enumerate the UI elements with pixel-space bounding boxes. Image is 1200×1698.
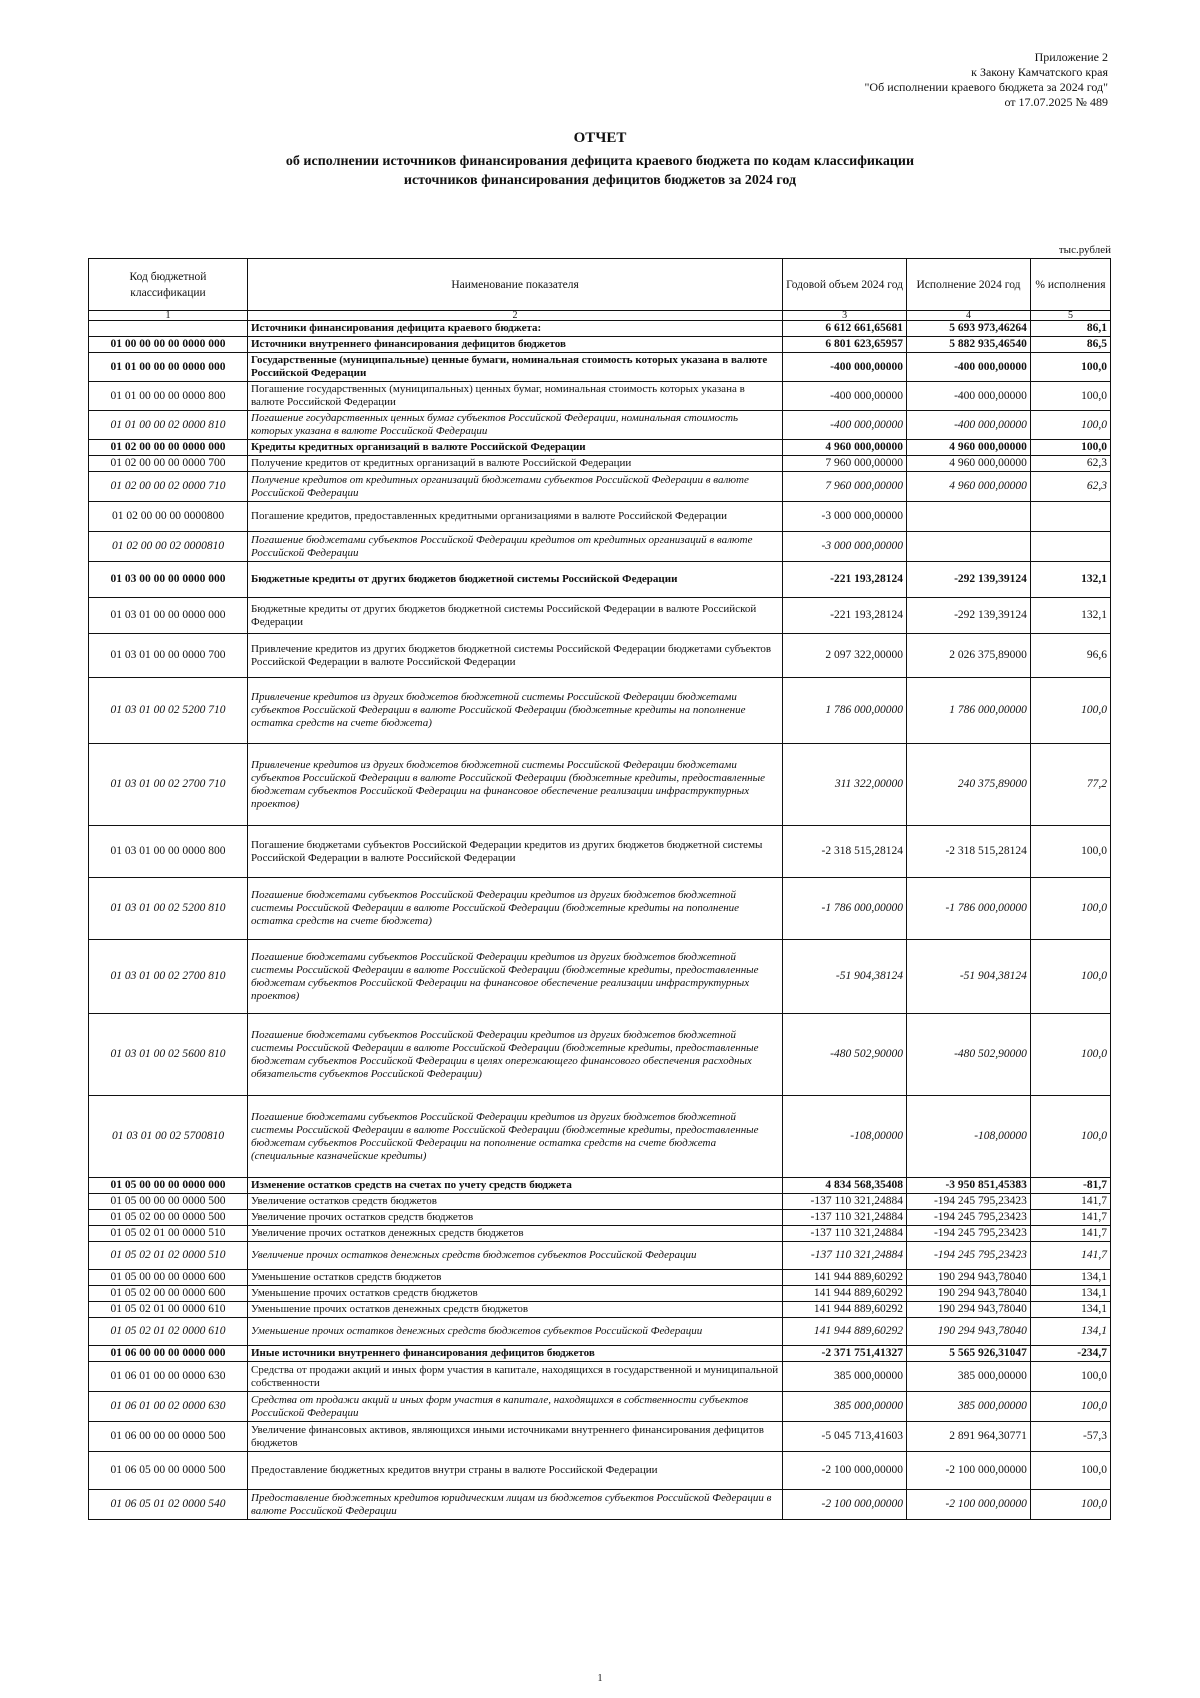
row-name: Кредиты кредитных организаций в валюте Российской Федерации xyxy=(248,440,783,456)
row-pct-value: 100,0 xyxy=(1030,411,1110,440)
table-row xyxy=(89,1318,1111,1346)
row-name: Погашение кредитов, предоставленных кредитными организациями в валюте Российской Федерации xyxy=(248,502,783,532)
row-exec-value: -2 318 515,28124 xyxy=(907,826,1031,878)
header-name: Наименование показателя xyxy=(248,259,783,311)
subtitle-line: об исполнении источников финансирования дефицита краевого бюджета по кодам классификации xyxy=(285,154,915,169)
row-code: 01 01 00 00 00 0000 000 xyxy=(89,353,248,382)
table-row xyxy=(89,562,1111,598)
row-exec-value: 2 891 964,30771 xyxy=(907,1422,1031,1452)
row-exec-value: 385 000,00000 xyxy=(907,1392,1031,1422)
table-row xyxy=(89,1302,1111,1318)
row-code: 01 03 01 00 02 5200 710 xyxy=(89,678,248,744)
row-plan-value: -221 193,28124 xyxy=(783,598,907,634)
row-pct-value: 100,0 xyxy=(1030,1096,1110,1178)
header-code: Код бюджетной классификации xyxy=(89,259,248,311)
table-row xyxy=(89,1490,1111,1520)
row-name: Увеличение финансовых активов, являющихся иными источниками внутреннего финансирования дефицитов бюджетов xyxy=(248,1422,783,1452)
row-code: 01 06 05 01 02 0000 540 xyxy=(89,1490,248,1520)
row-plan-value: 7 960 000,00000 xyxy=(783,472,907,502)
row-pct-value: 134,1 xyxy=(1030,1270,1110,1286)
table-row xyxy=(89,337,1111,353)
table-row xyxy=(89,456,1111,472)
table-row xyxy=(89,1178,1111,1194)
row-exec-value: -480 502,90000 xyxy=(907,1014,1031,1096)
table-row xyxy=(89,1096,1111,1178)
table-row xyxy=(89,1392,1111,1422)
row-pct-value: 100,0 xyxy=(1030,826,1110,878)
table-row xyxy=(89,1422,1111,1452)
appendix-block xyxy=(748,50,1108,110)
row-plan-value: 7 960 000,00000 xyxy=(783,456,907,472)
row-exec-value: -194 245 795,23423 xyxy=(907,1194,1031,1210)
row-exec-value: -3 950 851,45383 xyxy=(907,1178,1031,1194)
row-exec-value: 4 960 000,00000 xyxy=(907,472,1031,502)
table-row xyxy=(89,826,1111,878)
row-exec-value: -51 904,38124 xyxy=(907,940,1031,1014)
row-exec-value: 4 960 000,00000 xyxy=(907,456,1031,472)
row-pct-value: 62,3 xyxy=(1030,472,1110,502)
row-name: Источники финансирования дефицита краевого бюджета: xyxy=(248,321,783,337)
row-pct-value: 100,0 xyxy=(1030,1490,1110,1520)
table-row xyxy=(89,1452,1111,1490)
row-pct-value: 96,6 xyxy=(1030,634,1110,678)
row-pct-value: 141,7 xyxy=(1030,1242,1110,1270)
row-plan-value: 6 801 623,65957 xyxy=(783,337,907,353)
row-name: Уменьшение остатков средств бюджетов xyxy=(248,1270,783,1286)
units-label: тыс.рублей xyxy=(1058,244,1111,256)
row-name: Погашение бюджетами субъектов Российской Федерации кредитов из других бюджетов бюджетной системы Российской Федерации в валюте Российской Федерации (бюджетные кредиты, предоставленные бюджетам субъектов Российской Федерации на финансовое обеспечение реализации инфраструктурных проектов) xyxy=(248,940,783,1014)
row-exec-value: -400 000,00000 xyxy=(907,353,1031,382)
row-exec-value: 5 882 935,46540 xyxy=(907,337,1031,353)
row-plan-value: 141 944 889,60292 xyxy=(783,1318,907,1346)
row-name: Привлечение кредитов из других бюджетов бюджетной системы Российской Федерации бюджетами субъектов Российской Федерации в валюте Российской Федерации xyxy=(248,634,783,678)
row-pct-value: -234,7 xyxy=(1030,1346,1110,1362)
row-code: 01 02 00 00 00 0000 700 xyxy=(89,456,248,472)
row-exec-value: -400 000,00000 xyxy=(907,382,1031,411)
row-pct-value: 132,1 xyxy=(1030,598,1110,634)
row-pct-value: 100,0 xyxy=(1030,1392,1110,1422)
row-pct-value: 141,7 xyxy=(1030,1194,1110,1210)
row-pct-value: 100,0 xyxy=(1030,382,1110,411)
row-plan-value: -2 100 000,00000 xyxy=(783,1490,907,1520)
row-plan-value: -3 000 000,00000 xyxy=(783,502,907,532)
row-name: Предоставление бюджетных кредитов внутри страны в валюте Российской Федерации xyxy=(248,1452,783,1490)
row-name: Бюджетные кредиты от других бюджетов бюджетной системы Российской Федерации в валюте Российской Федерации xyxy=(248,598,783,634)
row-pct-value: 132,1 xyxy=(1030,562,1110,598)
row-plan-value: -480 502,90000 xyxy=(783,1014,907,1096)
row-pct-value: 141,7 xyxy=(1030,1226,1110,1242)
row-pct-value: -57,3 xyxy=(1030,1422,1110,1452)
row-code: 01 05 02 01 02 0000 610 xyxy=(89,1318,248,1346)
table-row xyxy=(89,878,1111,940)
row-name: Источники внутреннего финансирования дефицитов бюджетов xyxy=(248,337,783,353)
row-code: 01 06 00 00 00 0000 500 xyxy=(89,1422,248,1452)
row-pct-value: 100,0 xyxy=(1030,1014,1110,1096)
row-exec-value: -2 100 000,00000 xyxy=(907,1490,1031,1520)
row-name: Погашение бюджетами субъектов Российской Федерации кредитов из других бюджетов бюджетной системы Российской Федерации в валюте Российской Федерации (бюджетные кредиты, предоставленные бюджетам субъектов Российской Федерации в целях опережающего финансового обеспечения расходных обязательств субъектов Российской Федерации) xyxy=(248,1014,783,1096)
row-exec-value: -108,00000 xyxy=(907,1096,1031,1178)
header-row xyxy=(89,259,1111,311)
table-row xyxy=(89,1346,1111,1362)
row-plan-value: 385 000,00000 xyxy=(783,1392,907,1422)
row-plan-value: -5 045 713,41603 xyxy=(783,1422,907,1452)
row-code xyxy=(89,321,248,337)
row-plan-value: -221 193,28124 xyxy=(783,562,907,598)
row-name: Привлечение кредитов из других бюджетов бюджетной системы Российской Федерации бюджетами субъектов Российской Федерации в валюте Российской Федерации (бюджетные кредиты, предоставленные бюджетам субъектов Российской Федерации на финансовое обеспечение реализации инфраструктурных проектов) xyxy=(248,744,783,826)
row-plan-value: 385 000,00000 xyxy=(783,1362,907,1392)
row-pct-value xyxy=(1030,532,1110,562)
row-exec-value: -292 139,39124 xyxy=(907,562,1031,598)
table-row xyxy=(89,440,1111,456)
row-plan-value: -137 110 321,24884 xyxy=(783,1210,907,1226)
table-row xyxy=(89,1270,1111,1286)
row-name: Средства от продажи акций и иных форм участия в капитале, находящихся в собственности субъектов Российской Федерации xyxy=(248,1392,783,1422)
table-row xyxy=(89,1014,1111,1096)
column-number: 1 xyxy=(89,311,248,321)
row-pct-value: 141,7 xyxy=(1030,1210,1110,1226)
row-plan-value: 141 944 889,60292 xyxy=(783,1302,907,1318)
column-number-row xyxy=(89,311,1111,321)
row-code: 01 00 00 00 00 0000 000 xyxy=(89,337,248,353)
row-exec-value: -292 139,39124 xyxy=(907,598,1031,634)
header-pct: % исполнения xyxy=(1030,259,1110,311)
row-exec-value: 385 000,00000 xyxy=(907,1362,1031,1392)
row-plan-value: 1 786 000,00000 xyxy=(783,678,907,744)
row-code: 01 03 01 00 02 5200 810 xyxy=(89,878,248,940)
table-row xyxy=(89,353,1111,382)
row-plan-value: -137 110 321,24884 xyxy=(783,1242,907,1270)
row-name: Уменьшение прочих остатков денежных средств бюджетов субъектов Российской Федерации xyxy=(248,1318,783,1346)
row-plan-value: -2 371 751,41327 xyxy=(783,1346,907,1362)
row-plan-value: 311 322,00000 xyxy=(783,744,907,826)
column-number: 4 xyxy=(907,311,1031,321)
row-code: 01 01 00 00 00 0000 800 xyxy=(89,382,248,411)
table-row xyxy=(89,321,1111,337)
report-title: ОТЧЕТ xyxy=(573,130,627,146)
row-code: 01 06 00 00 00 0000 000 xyxy=(89,1346,248,1362)
row-code: 01 03 00 00 00 0000 000 xyxy=(89,562,248,598)
column-number: 3 xyxy=(783,311,907,321)
row-name: Погашение бюджетами субъектов Российской Федерации кредитов от кредитных организаций в валюте Российской Федерации xyxy=(248,532,783,562)
row-pct-value: 100,0 xyxy=(1030,678,1110,744)
row-name: Увеличение остатков средств бюджетов xyxy=(248,1194,783,1210)
row-name: Увеличение прочих остатков денежных средств бюджетов xyxy=(248,1226,783,1242)
row-code: 01 05 02 01 02 0000 510 xyxy=(89,1242,248,1270)
row-name: Предоставление бюджетных кредитов юридическим лицам из бюджетов субъектов Российской Федерации в валюте Российской Федерации xyxy=(248,1490,783,1520)
row-pct-value: 86,5 xyxy=(1030,337,1110,353)
row-name: Увеличение прочих остатков денежных средств бюджетов субъектов Российской Федерации xyxy=(248,1242,783,1270)
appendix-line: Приложение 2 xyxy=(1034,50,1108,64)
row-pct-value: 100,0 xyxy=(1030,1452,1110,1490)
header-exec: Исполнение 2024 год xyxy=(907,259,1031,311)
column-number: 2 xyxy=(248,311,783,321)
row-plan-value: -137 110 321,24884 xyxy=(783,1194,907,1210)
row-exec-value: -1 786 000,00000 xyxy=(907,878,1031,940)
appendix-line: к Закону Камчатского края xyxy=(971,65,1108,79)
row-plan-value: 141 944 889,60292 xyxy=(783,1270,907,1286)
row-code: 01 03 01 00 02 5700810 xyxy=(89,1096,248,1178)
row-name: Погашение государственных ценных бумаг субъектов Российской Федерации, номинальная стоимость которых указана в валюте Российской Федерации xyxy=(248,411,783,440)
table-row xyxy=(89,744,1111,826)
row-name: Погашение государственных (муниципальных) ценных бумаг, номинальная стоимость которых указана в валюте Российской Федерации xyxy=(248,382,783,411)
row-code: 01 03 01 00 00 0000 000 xyxy=(89,598,248,634)
row-code: 01 06 01 00 02 0000 630 xyxy=(89,1392,248,1422)
table-row xyxy=(89,1226,1111,1242)
row-plan-value: -400 000,00000 xyxy=(783,411,907,440)
row-exec-value: -194 245 795,23423 xyxy=(907,1226,1031,1242)
row-code: 01 03 01 00 00 0000 700 xyxy=(89,634,248,678)
row-code: 01 02 00 00 00 0000 000 xyxy=(89,440,248,456)
header-plan: Годовой объем 2024 год xyxy=(783,259,907,311)
row-code: 01 05 00 00 00 0000 500 xyxy=(89,1194,248,1210)
row-code: 01 03 01 00 02 2700 710 xyxy=(89,744,248,826)
row-pct-value xyxy=(1030,502,1110,532)
row-code: 01 03 01 00 02 5600 810 xyxy=(89,1014,248,1096)
row-plan-value: -137 110 321,24884 xyxy=(783,1226,907,1242)
subtitle-line: источников финансирования дефицитов бюджетов за 2024 год xyxy=(403,173,797,188)
row-code: 01 05 02 01 00 0000 510 xyxy=(89,1226,248,1242)
row-pct-value: 86,1 xyxy=(1030,321,1110,337)
row-exec-value xyxy=(907,532,1031,562)
row-plan-value: 2 097 322,00000 xyxy=(783,634,907,678)
row-plan-value: 4 834 568,35408 xyxy=(783,1178,907,1194)
row-plan-value: -2 100 000,00000 xyxy=(783,1452,907,1490)
row-name: Погашение бюджетами субъектов Российской Федерации кредитов из других бюджетов бюджетной системы Российской Федерации в валюте Российской Федерации xyxy=(248,826,783,878)
table-row xyxy=(89,472,1111,502)
row-code: 01 02 00 00 02 0000 710 xyxy=(89,472,248,502)
table-row xyxy=(89,598,1111,634)
row-exec-value: 240 375,89000 xyxy=(907,744,1031,826)
table-row xyxy=(89,940,1111,1014)
row-code: 01 02 00 00 00 0000800 xyxy=(89,502,248,532)
row-exec-value: 190 294 943,78040 xyxy=(907,1302,1031,1318)
table-row xyxy=(89,634,1111,678)
row-exec-value: -400 000,00000 xyxy=(907,411,1031,440)
row-name: Погашение бюджетами субъектов Российской Федерации кредитов из других бюджетов бюджетной системы Российской Федерации в валюте Российской Федерации (бюджетные кредиты, предоставленные бюджетам субъектов Российской Федерации на пополнение остатка средств на счете бюджета (специальные казначейские кредиты) xyxy=(248,1096,783,1178)
row-pct-value: 100,0 xyxy=(1030,353,1110,382)
row-plan-value: -400 000,00000 xyxy=(783,353,907,382)
row-plan-value: -108,00000 xyxy=(783,1096,907,1178)
row-plan-value: -3 000 000,00000 xyxy=(783,532,907,562)
row-name: Погашение бюджетами субъектов Российской Федерации кредитов из других бюджетов бюджетной системы Российской Федерации в валюте Российской Федерации (бюджетные кредиты на пополнение остатка средств на счете бюджета) xyxy=(248,878,783,940)
row-code: 01 05 02 00 00 0000 600 xyxy=(89,1286,248,1302)
row-code: 01 02 00 00 02 0000810 xyxy=(89,532,248,562)
row-name: Уменьшение прочих остатков денежных средств бюджетов xyxy=(248,1302,783,1318)
row-name: Получение кредитов от кредитных организаций бюджетами субъектов Российской Федерации в валюте Российской Федерации xyxy=(248,472,783,502)
row-plan-value: -2 318 515,28124 xyxy=(783,826,907,878)
row-exec-value: -2 100 000,00000 xyxy=(907,1452,1031,1490)
row-exec-value: 190 294 943,78040 xyxy=(907,1286,1031,1302)
row-pct-value: 134,1 xyxy=(1030,1286,1110,1302)
row-plan-value: -1 786 000,00000 xyxy=(783,878,907,940)
row-pct-value: -81,7 xyxy=(1030,1178,1110,1194)
row-code: 01 06 05 00 00 0000 500 xyxy=(89,1452,248,1490)
row-pct-value: 77,2 xyxy=(1030,744,1110,826)
row-exec-value: 1 786 000,00000 xyxy=(907,678,1031,744)
appendix-line: "Об исполнении краевого бюджета за 2024 год" xyxy=(864,80,1108,94)
row-name: Средства от продажи акций и иных форм участия в капитале, находящихся в государственной и муниципальной собственности xyxy=(248,1362,783,1392)
appendix-line: от 17.07.2025 № 489 xyxy=(1004,95,1108,109)
row-pct-value: 134,1 xyxy=(1030,1302,1110,1318)
row-exec-value: 5 693 973,46264 xyxy=(907,321,1031,337)
row-exec-value: 2 026 375,89000 xyxy=(907,634,1031,678)
row-pct-value: 100,0 xyxy=(1030,440,1110,456)
row-pct-value: 134,1 xyxy=(1030,1318,1110,1346)
table-row xyxy=(89,1194,1111,1210)
table-row xyxy=(89,382,1111,411)
table-row xyxy=(89,532,1111,562)
row-name: Уменьшение прочих остатков средств бюджетов xyxy=(248,1286,783,1302)
row-name: Увеличение прочих остатков средств бюджетов xyxy=(248,1210,783,1226)
report-table xyxy=(88,258,1111,1520)
table-row xyxy=(89,411,1111,440)
row-code: 01 03 01 00 00 0000 800 xyxy=(89,826,248,878)
row-exec-value: 190 294 943,78040 xyxy=(907,1318,1031,1346)
row-code: 01 05 02 01 00 0000 610 xyxy=(89,1302,248,1318)
row-code: 01 06 01 00 00 0000 630 xyxy=(89,1362,248,1392)
row-code: 01 01 00 00 02 0000 810 xyxy=(89,411,248,440)
row-exec-value: -194 245 795,23423 xyxy=(907,1210,1031,1226)
table-row xyxy=(89,1286,1111,1302)
row-code: 01 05 02 00 00 0000 500 xyxy=(89,1210,248,1226)
row-name: Государственные (муниципальные) ценные бумаги, номинальная стоимость которых указана в валюте Российской Федерации xyxy=(248,353,783,382)
row-exec-value: 190 294 943,78040 xyxy=(907,1270,1031,1286)
row-pct-value: 100,0 xyxy=(1030,940,1110,1014)
row-name: Получение кредитов от кредитных организаций в валюте Российской Федерации xyxy=(248,456,783,472)
page-number: 1 xyxy=(597,1673,603,1684)
row-code: 01 03 01 00 02 2700 810 xyxy=(89,940,248,1014)
row-exec-value: 4 960 000,00000 xyxy=(907,440,1031,456)
row-name: Бюджетные кредиты от других бюджетов бюджетной системы Российской Федерации xyxy=(248,562,783,598)
row-name: Иные источники внутреннего финансирования дефицитов бюджетов xyxy=(248,1346,783,1362)
row-plan-value: 6 612 661,65681 xyxy=(783,321,907,337)
table-row xyxy=(89,1242,1111,1270)
report-subtitle xyxy=(0,152,1200,190)
row-pct-value: 100,0 xyxy=(1030,1362,1110,1392)
table-row xyxy=(89,678,1111,744)
row-code: 01 05 00 00 00 0000 000 xyxy=(89,1178,248,1194)
row-pct-value: 62,3 xyxy=(1030,456,1110,472)
row-pct-value: 100,0 xyxy=(1030,878,1110,940)
row-name: Изменение остатков средств на счетах по учету средств бюджета xyxy=(248,1178,783,1194)
row-exec-value xyxy=(907,502,1031,532)
table-row xyxy=(89,502,1111,532)
row-exec-value: -194 245 795,23423 xyxy=(907,1242,1031,1270)
row-plan-value: 141 944 889,60292 xyxy=(783,1286,907,1302)
table-row xyxy=(89,1362,1111,1392)
table-row xyxy=(89,1210,1111,1226)
column-number: 5 xyxy=(1030,311,1110,321)
row-name: Привлечение кредитов из других бюджетов бюджетной системы Российской Федерации бюджетами субъектов Российской Федерации в валюте Российской Федерации (бюджетные кредиты на пополнение остатка средств на счете бюджета) xyxy=(248,678,783,744)
row-plan-value: 4 960 000,00000 xyxy=(783,440,907,456)
row-code: 01 05 00 00 00 0000 600 xyxy=(89,1270,248,1286)
row-plan-value: -51 904,38124 xyxy=(783,940,907,1014)
row-exec-value: 5 565 926,31047 xyxy=(907,1346,1031,1362)
row-plan-value: -400 000,00000 xyxy=(783,382,907,411)
